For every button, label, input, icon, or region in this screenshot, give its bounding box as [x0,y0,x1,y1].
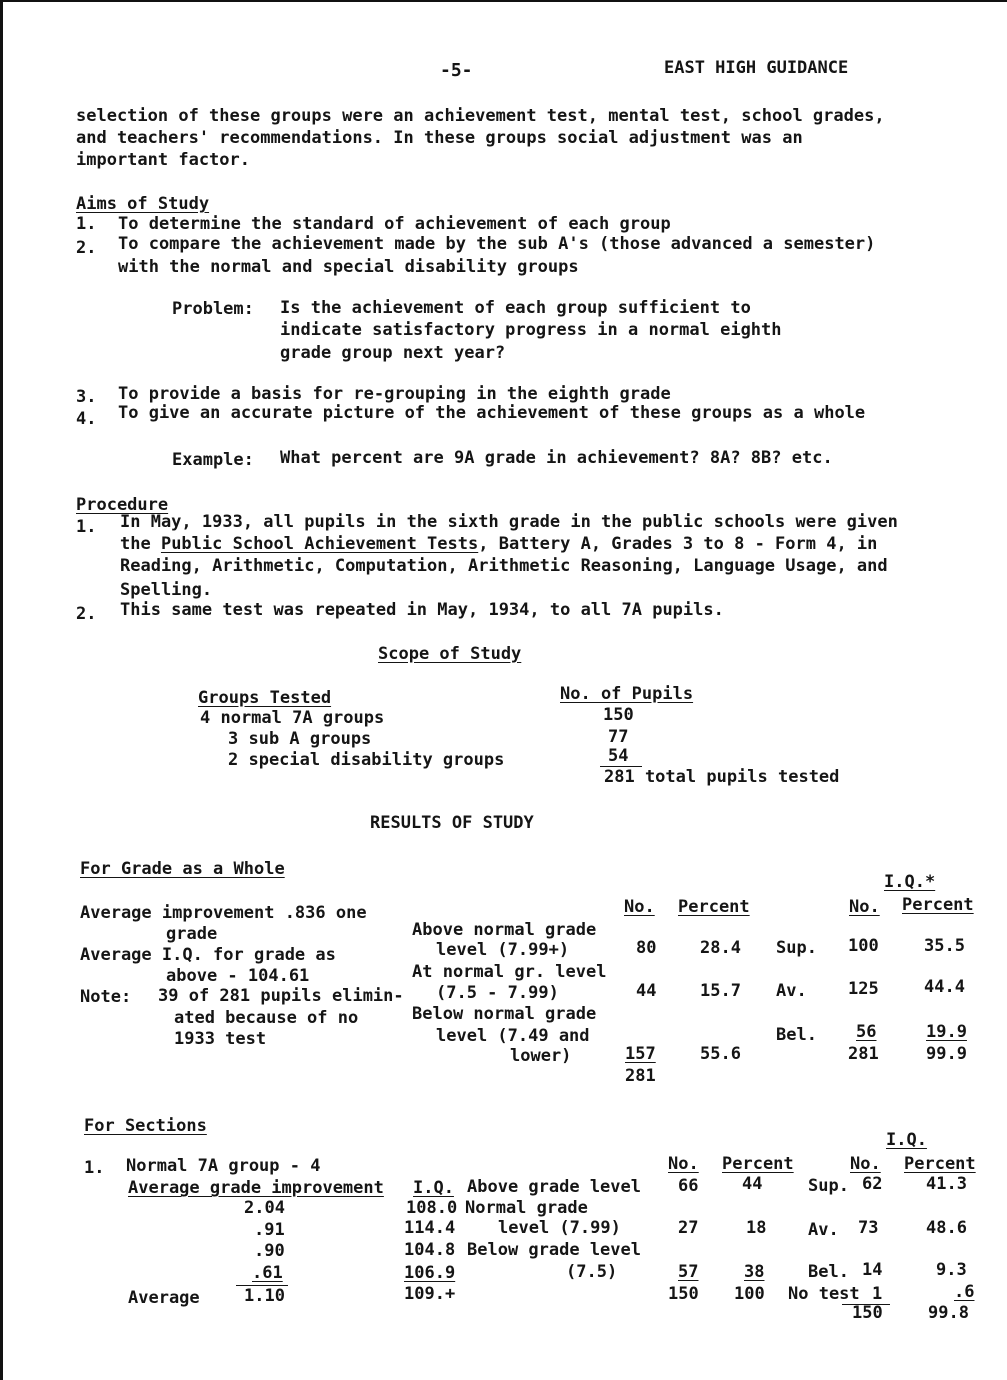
whole-avg-improvement-1: Average improvement .836 one [80,903,367,923]
intro-line-3: important factor. [76,150,250,170]
intro-line-1: selection of these groups were an achievement test, mental test, school grades, [76,106,885,126]
whole-level-at-2: (7.5 - 7.99) [436,983,559,1003]
sections-iq-2: 114.4 [404,1218,456,1238]
whole-iq-total-pct: 99.9 [926,1044,967,1064]
aims-item-2-line-1: To compare the achievement made by the sub A's (those advanced a semester) [118,234,876,254]
sections-iq-sup-label: Sup. [808,1176,849,1196]
scope-col-pupils: No. of Pupils [560,684,694,704]
page-number: -5- [440,60,473,81]
scope-count-sub-a: 77 [608,727,629,747]
whole-iq-col-no: No. [849,897,880,917]
sections-iq-sup-pct: 41.3 [926,1174,967,1194]
sections-iq-av-pct: 48.6 [926,1218,967,1238]
whole-iq-av-pct: 44.4 [924,977,965,997]
example-label: Example: [172,450,254,470]
whole-note-3: 1933 test [174,1029,267,1049]
sections-col-no: No. [668,1154,699,1174]
sections-level-normal-1: Normal grade [465,1198,588,1218]
sections-iq-av-no: 73 [858,1218,879,1238]
whole-avg-iq-2: above - 104.61 [166,966,310,986]
problem-label: Problem: [172,299,254,319]
scan-border-top [0,0,1007,2]
whole-level-at-1: At normal gr. level [412,962,607,982]
whole-level-above-1: Above normal grade [412,920,597,940]
aims-item-2-number: 2. [76,238,97,258]
aims-heading: Aims of Study [76,194,210,214]
sections-normal-pct: 18 [746,1218,767,1238]
sections-iq-av-label: Av. [808,1220,839,1240]
whole-at-no: 44 [636,981,657,1001]
running-title: EAST HIGH GUIDANCE [664,58,849,78]
aims-item-4: To give an accurate picture of the achievement of these groups as a whole [118,403,866,423]
sections-iq-bel-no: 14 [862,1260,883,1280]
sections-improvement-3: .90 [254,1241,285,1261]
procedure-item-1-line-2: the Public School Achievement Tests, Battery A, Grades 3 to 8 - Form 4, in [120,534,878,554]
sections-iq-bel-label: Bel. [808,1262,849,1282]
whole-above-no: 80 [636,938,657,958]
whole-below-pct: 55.6 [700,1044,741,1064]
whole-iq-sup-label: Sup. [776,938,817,958]
scope-heading: Scope of Study [378,644,522,664]
sections-iq-heading: I.Q. [886,1130,927,1150]
scope-group-normal: 4 normal 7A groups [200,708,385,728]
whole-above-pct: 28.4 [700,938,741,958]
sections-average-label: Average [128,1288,200,1308]
aims-item-1-number: 1. [76,214,97,234]
aims-item-1: To determine the standard of achievement of each group [118,214,671,234]
whole-note-label: Note: [80,987,132,1007]
whole-level-below-3: lower) [510,1046,572,1066]
sections-avg-grade-heading: Average grade improvement [128,1178,384,1198]
sections-improvement-4: .61 [252,1263,283,1283]
aims-item-4-number: 4. [76,409,97,429]
whole-avg-improvement-2: grade [166,924,218,944]
procedure-item-2: This same test was repeated in May, 1934, to all 7A pupils. [120,600,724,620]
sections-normal-no: 27 [678,1218,699,1238]
sections-iq-notest-label: No test [788,1284,860,1304]
sections-iq-total-no: 150 [852,1303,883,1323]
test-name: Public School Achievement Tests [160,534,479,554]
sections-iq-sup-no: 62 [862,1174,883,1194]
sections-below-pct: 38 [744,1262,765,1282]
procedure-item-1-number: 1. [76,517,97,537]
scope-total: 281 total pupils tested [604,767,840,787]
whole-avg-iq-1: Average I.Q. for grade as [80,945,336,965]
procedure-item-2-number: 2. [76,604,97,624]
whole-note-1: 39 of 281 pupils elimin- [158,986,404,1006]
sections-iq-bel-pct: 9.3 [936,1260,967,1280]
whole-total-no: 281 [625,1066,656,1086]
whole-iq-col-percent: Percent [902,895,974,915]
whole-below-no: 157 [625,1044,656,1064]
sections-iq-4: 106.9 [404,1263,456,1283]
whole-col-percent: Percent [678,897,750,917]
sections-iq-col: I.Q. [413,1178,454,1198]
procedure-item-1-line-3: Reading, Arithmetic, Computation, Arithmetic Reasoning, Language Usage, and [120,556,888,576]
sections-average-iq: 109.+ [404,1284,456,1304]
whole-col-no: No. [624,897,655,917]
procedure-heading: Procedure [76,495,169,515]
whole-iq-bel-pct: 19.9 [926,1022,967,1042]
sections-item-number: 1. [84,1158,105,1178]
sections-iq-total-pct: 99.8 [928,1303,969,1323]
whole-iq-av-no: 125 [848,979,879,999]
sections-heading: For Sections [84,1116,207,1136]
sections-average-improvement: 1.10 [244,1286,285,1306]
procedure-item-1-line-1: In May, 1933, all pupils in the sixth grade in the public schools were given [120,512,898,532]
whole-iq-sup-no: 100 [848,936,879,956]
whole-iq-total-no: 281 [848,1044,879,1064]
sections-total-pct: 100 [734,1284,765,1304]
whole-iq-bel-no: 56 [856,1022,877,1042]
aims-item-2-line-2: with the normal and special disability groups [118,257,579,277]
sections-group-title: Normal 7A group - 4 [126,1156,321,1176]
sections-col-percent: Percent [722,1154,794,1174]
results-heading: RESULTS OF STUDY [370,813,534,833]
whole-heading: For Grade as a Whole [80,859,285,879]
whole-iq-av-label: Av. [776,981,807,1001]
sections-level-above: Above grade level [467,1177,641,1197]
whole-at-pct: 15.7 [700,981,741,1001]
sections-level-normal-2: level (7.99) [498,1218,621,1238]
sections-iq-notest-no: 1 [872,1284,883,1304]
whole-level-above-2: level (7.99+) [436,940,570,960]
sections-iq-col-no: No. [850,1154,881,1174]
problem-line-2: indicate satisfactory progress in a normal eighth [280,320,782,340]
scope-count-special: 54 [608,746,629,766]
whole-iq-heading: I.Q.* [884,872,936,892]
whole-iq-sup-pct: 35.5 [924,936,965,956]
whole-note-2: ated because of no [174,1008,359,1028]
sections-iq-1: 108.0 [406,1198,458,1218]
whole-iq-bel-label: Bel. [776,1025,817,1045]
example-text: What percent are 9A grade in achievement? 8A? 8B? etc. [280,448,833,468]
whole-level-below-2: level (7.49 and [436,1026,590,1046]
sections-improvement-2: .91 [254,1220,285,1240]
sections-total-no: 150 [668,1284,699,1304]
sections-iq-3: 104.8 [404,1240,456,1260]
sections-below-no: 57 [678,1262,699,1282]
sections-level-below-2: (7.5) [566,1262,618,1282]
sections-level-below-1: Below grade level [467,1240,641,1260]
whole-level-below-1: Below normal grade [412,1004,597,1024]
sections-iq-col-percent: Percent [904,1154,976,1174]
scope-group-special: 2 special disability groups [228,750,505,770]
scan-border-left [0,0,3,1380]
aims-item-3-number: 3. [76,387,97,407]
scope-count-normal: 150 [603,705,634,725]
sections-above-no: 66 [678,1176,699,1196]
scope-col-groups: Groups Tested [198,688,332,708]
sections-above-pct: 44 [742,1174,763,1194]
problem-line-3: grade group next year? [280,343,506,363]
problem-line-1: Is the achievement of each group sufficient to [280,298,751,318]
intro-line-2: and teachers' recommendations. In these groups social adjustment was an [76,128,803,148]
scope-group-sub-a: 3 sub A groups [228,729,372,749]
aims-item-3: To provide a basis for re-grouping in the eighth grade [118,384,671,404]
sections-iq-notest-pct: .6 [954,1282,975,1302]
procedure-item-1-line-4: Spelling. [120,580,213,600]
sections-improvement-1: 2.04 [244,1198,285,1218]
